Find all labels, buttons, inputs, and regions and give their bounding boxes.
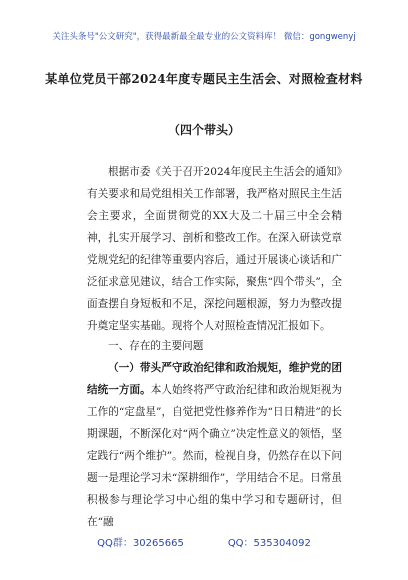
section-heading-1: 一、存在的主要问题 <box>108 340 204 352</box>
body-paragraph-1: 根据市委《关于召开2024年度民主生活会的通知》有关要求和局党组相关工作部署，我严格对照民主生活会主要求，全面贯彻党的XX大及二十届三中全会精神，扎实开展学习、剖析和整改工作。在深入研读党章党规党纪的纪律等重要内容后，通过开展谈心谈话和广泛征求意见建议，结合工作实际，聚焦“四个带头”，全面查摆自身短板和不足，深挖问题根源，努力为整改提升奠定坚实基础。现将个人对照检查情况汇报如下。 <box>87 166 342 332</box>
body-paragraph-2-text: 本人始终将严守政治纪律和政治规矩视为工作的“定盘星”，自觉把党性修养作为“日日精进”的长期课题，不断深化对“两个确立”决定性意义的领悟，坚定践行“两个维护”。然而，检视自身，仍然存在以下问题一是理论学习未“深耕细作”，学用结合不足。日常虽积极参与理论学习中心组的集中学习和专题研讨，但在“融 <box>87 384 343 528</box>
body-paragraph-2 <box>87 357 342 533</box>
subsection-heading: （一）带头严守政治纪律和政治规矩，维护党的团结统一方面。 <box>87 362 342 396</box>
footer-qq-group: QQ群：30265665 <box>97 538 184 549</box>
header-banner: 关注头条号"公文研究"，获得最新最全最专业的公文资料库！ 微信：gongwenyj <box>52 32 356 42</box>
footer-qq: QQ：535304092 <box>227 538 311 549</box>
document-subtitle: （四个带头） <box>167 123 240 137</box>
document-title: 某单位党员干部2024年度专题民主生活会、对照检查材料 <box>45 72 363 86</box>
footer-contact <box>0 534 408 549</box>
